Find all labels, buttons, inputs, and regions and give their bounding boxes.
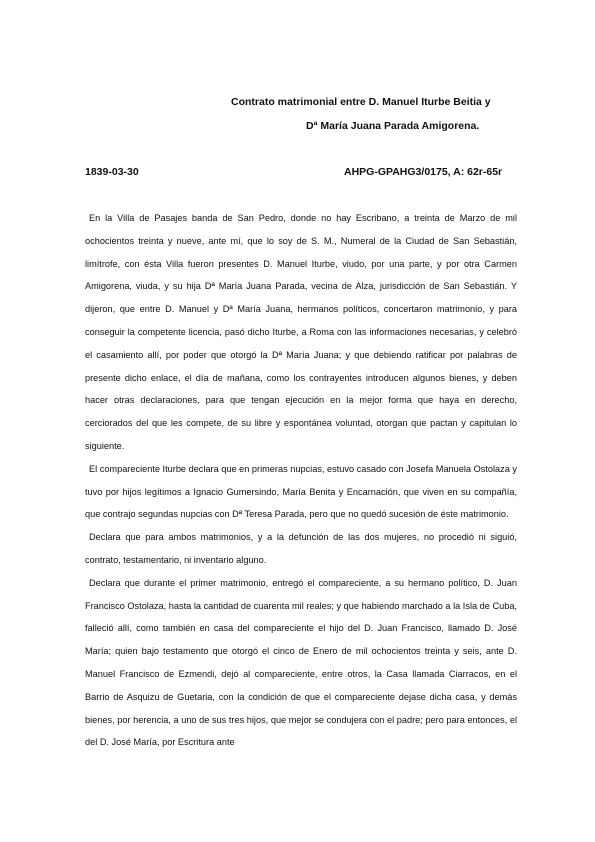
document-title-line-1: Contrato matrimonial entre D. Manuel Iturbe Beitia y: [231, 96, 491, 108]
paragraph: Declara que durante el primer matrimonio, entregó el compareciente, a su hermano político, D. Juan Francisco Ostolaza, hasta la cantidad de cuarenta mil reales; y que habiendo marchado a la Isla de Cuba, falleció allí, como también en casa del compareciente el hijo del D. Juan Francisco, llamado D. José María; quien bajo testamento que otorgó el cinco de Enero de mil ochocientos treinta y seis, ante D. Manuel Francisco de Ezmendi, dejó al compareciente, entre otros, la Casa llamada Ciarracos, en el Barrio de Asquizu de Guetaria, con la condición de que el compareciente dejase dicha casa, y demás bienes, por herencia, a uno de sus tres hijos, que mejor se condujera con el padre; pero para entonces, el del D. José María, por Escritura ante: [85, 577, 517, 748]
paragraph: En la Villa de Pasajes banda de San Pedro, donde no hay Escribano, a treinta de Marzo de mil ochocientos treinta y nueve, ante mí, que lo soy de S. M., Numeral de la Ciudad de San Sebastián, limítrofe, con ésta Villa fueron presentes D. Manuel Iturbe, viudo, por una parte, y por otra Carmen Amigorena, viuda, y su hija Dª María Juana Parada, vecina de Alza, jurisdicción de San Sebastián. Y dijeron, que entre D. Manuel y Dª María Juana, hermanos políticos, concertaron matrimonio, y para conseguir la competente licencia, pasó dicho Iturbe, a Roma con las informaciones necesarias, y celebró el casamiento allí, por poder que otorgó la Dª María Juana; y que debiendo ratificar por palabras de presente dicho enlace, el día de mañana, como los contrayentes introducen algunos bienes, y deben hacer otras declaraciones, para que tengan ejecución en la mejor forma que haya en derecho, cerciorados del que les compete, de su libre y espontánea voluntad, otorgan que pactan y capitulan lo siguiente.: [85, 213, 517, 451]
archive-reference: AHPG-GPAHG3/0175, A: 62r-65r: [344, 166, 503, 178]
document-title-line-2: Dª María Juana Parada Amigorena.: [306, 120, 480, 132]
paragraph: Declara que para ambos matrimonios, y a la defunción de las dos mujeres, no procedió ni siguió, contrato, testamentario, ni inventario alguno.: [85, 532, 517, 565]
document-body: [85, 207, 517, 754]
document-date: 1839-03-30: [85, 166, 139, 178]
paragraph: El compareciente Iturbe declara que en primeras nupcias, estuvo casado con Josefa Manuela Ostolaza y tuvo por hijos legítimos a Ignacio Gumersindo, María Benita y Encarnación, que viven en su compañía, que contrajo segundas nupcias con Dª Teresa Parada, pero que no quedó sucesión de éste matrimonio.: [85, 463, 517, 520]
